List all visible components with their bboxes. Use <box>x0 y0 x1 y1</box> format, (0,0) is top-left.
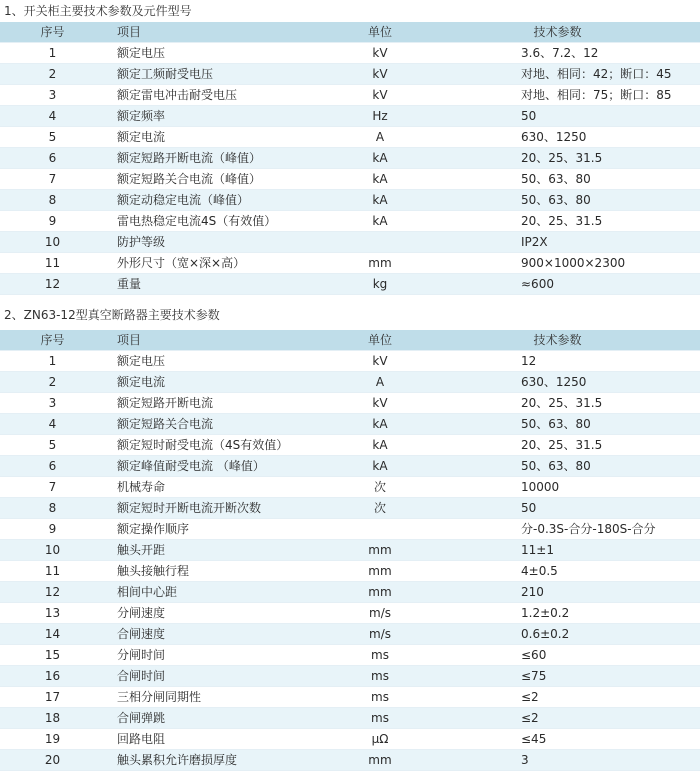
row-tech-params: 0.6±0.2 <box>415 624 700 645</box>
row-tech-params: 分-0.3S-合分-180S-合分 <box>415 519 700 540</box>
row-unit: μΩ <box>345 729 415 750</box>
row-item: 触头开距 <box>105 540 345 561</box>
row-serial: 2 <box>0 64 105 85</box>
row-item: 额定电压 <box>105 351 345 372</box>
table-row <box>0 148 700 169</box>
row-serial: 1 <box>0 351 105 372</box>
row-tech-params: ≤45 <box>415 729 700 750</box>
row-serial: 12 <box>0 274 105 295</box>
row-tech-params: 630、1250 <box>415 127 700 148</box>
row-unit: kA <box>345 211 415 232</box>
row-unit: mm <box>345 582 415 603</box>
row-serial: 17 <box>0 687 105 708</box>
header-tech-params: 技术参数 <box>415 22 700 43</box>
row-serial: 9 <box>0 211 105 232</box>
row-tech-params: 11±1 <box>415 540 700 561</box>
row-serial: 18 <box>0 708 105 729</box>
row-tech-params: 1.2±0.2 <box>415 603 700 624</box>
table-row <box>0 190 700 211</box>
header-serial: 序号 <box>0 22 105 43</box>
row-unit: mm <box>345 540 415 561</box>
row-tech-params: ≤2 <box>415 708 700 729</box>
table-row <box>0 603 700 624</box>
row-tech-params: 630、1250 <box>415 372 700 393</box>
row-serial: 2 <box>0 372 105 393</box>
row-unit: kg <box>345 274 415 295</box>
row-tech-params: 20、25、31.5 <box>415 211 700 232</box>
row-serial: 10 <box>0 540 105 561</box>
row-serial: 6 <box>0 456 105 477</box>
table-row <box>0 540 700 561</box>
row-unit: mm <box>345 253 415 274</box>
row-item: 额定峰值耐受电流 （峰值） <box>105 456 345 477</box>
table-row <box>0 414 700 435</box>
row-tech-params: 4±0.5 <box>415 561 700 582</box>
row-item: 回路电阻 <box>105 729 345 750</box>
row-unit: mm <box>345 561 415 582</box>
row-serial: 3 <box>0 393 105 414</box>
row-serial: 9 <box>0 519 105 540</box>
row-item: 额定电压 <box>105 43 345 64</box>
row-unit: 次 <box>345 477 415 498</box>
row-unit: kA <box>345 414 415 435</box>
row-unit: kA <box>345 169 415 190</box>
row-item: 触头累积允许磨损厚度 <box>105 750 345 771</box>
row-serial: 11 <box>0 561 105 582</box>
row-unit: ms <box>345 708 415 729</box>
table-row <box>0 645 700 666</box>
table-row <box>0 64 700 85</box>
row-item: 外形尺寸（宽×深×高） <box>105 253 345 274</box>
row-serial: 8 <box>0 190 105 211</box>
table-row <box>0 519 700 540</box>
row-item: 相间中心距 <box>105 582 345 603</box>
row-tech-params: 10000 <box>415 477 700 498</box>
row-tech-params: ≤75 <box>415 666 700 687</box>
row-item: 防护等级 <box>105 232 345 253</box>
table-row <box>0 106 700 127</box>
row-item: 额定雷电冲击耐受电压 <box>105 85 345 106</box>
table-row <box>0 582 700 603</box>
row-serial: 3 <box>0 85 105 106</box>
row-tech-params: ≈600 <box>415 274 700 295</box>
row-item: 分闸速度 <box>105 603 345 624</box>
row-unit: kA <box>345 435 415 456</box>
table-row <box>0 211 700 232</box>
row-unit: m/s <box>345 624 415 645</box>
table-row <box>0 750 700 771</box>
row-unit: kA <box>345 190 415 211</box>
row-unit: ms <box>345 645 415 666</box>
table-row <box>0 456 700 477</box>
row-serial: 4 <box>0 414 105 435</box>
row-item: 合闸弹跳 <box>105 708 345 729</box>
row-unit: Hz <box>345 106 415 127</box>
row-serial: 4 <box>0 106 105 127</box>
row-tech-params: 900×1000×2300 <box>415 253 700 274</box>
breaker-spec-table <box>0 330 700 771</box>
table-row <box>0 498 700 519</box>
row-tech-params: 50、63、80 <box>415 190 700 211</box>
row-tech-params: 50、63、80 <box>415 456 700 477</box>
table-row <box>0 85 700 106</box>
row-tech-params: 12 <box>415 351 700 372</box>
row-tech-params: 对地、相同：42；断口：45 <box>415 64 700 85</box>
row-unit: kA <box>345 456 415 477</box>
table-row <box>0 729 700 750</box>
row-tech-params: ≤60 <box>415 645 700 666</box>
row-unit: mm <box>345 750 415 771</box>
row-item: 触头接触行程 <box>105 561 345 582</box>
row-item: 合闸时间 <box>105 666 345 687</box>
row-unit: kV <box>345 351 415 372</box>
table-row <box>0 43 700 64</box>
row-unit: kV <box>345 393 415 414</box>
row-tech-params: 20、25、31.5 <box>415 435 700 456</box>
table-row <box>0 561 700 582</box>
row-serial: 5 <box>0 127 105 148</box>
row-unit: m/s <box>345 603 415 624</box>
row-serial: 8 <box>0 498 105 519</box>
row-item: 合闸速度 <box>105 624 345 645</box>
row-item: 额定短时耐受电流（4S有效值） <box>105 435 345 456</box>
row-tech-params: 50 <box>415 498 700 519</box>
table-row <box>0 351 700 372</box>
row-serial: 7 <box>0 169 105 190</box>
row-item: 额定电流 <box>105 372 345 393</box>
row-tech-params: 20、25、31.5 <box>415 393 700 414</box>
row-tech-params: 3.6、7.2、12 <box>415 43 700 64</box>
row-tech-params: IP2X <box>415 232 700 253</box>
row-item: 额定短时开断电流开断次数 <box>105 498 345 519</box>
row-unit: A <box>345 127 415 148</box>
row-item: 额定频率 <box>105 106 345 127</box>
table-row <box>0 708 700 729</box>
row-tech-params: 20、25、31.5 <box>415 148 700 169</box>
row-item: 机械寿命 <box>105 477 345 498</box>
table-row <box>0 435 700 456</box>
row-unit: kV <box>345 85 415 106</box>
row-serial: 13 <box>0 603 105 624</box>
row-tech-params: 50、63、80 <box>415 169 700 190</box>
section-1-title: 1、开关柜主要技术参数及元件型号 <box>4 4 192 18</box>
row-item: 额定动稳定电流（峰值） <box>105 190 345 211</box>
table-row <box>0 232 700 253</box>
row-item: 额定短路关合电流 <box>105 414 345 435</box>
table-row <box>0 393 700 414</box>
row-tech-params: 对地、相同：75；断口：85 <box>415 85 700 106</box>
switchgear-spec-table <box>0 22 700 295</box>
row-tech-params: 50 <box>415 106 700 127</box>
row-serial: 16 <box>0 666 105 687</box>
row-item: 额定短路关合电流（峰值） <box>105 169 345 190</box>
row-unit <box>345 232 415 253</box>
table-row <box>0 372 700 393</box>
row-item: 雷电热稳定电流4S（有效值） <box>105 211 345 232</box>
row-unit: kV <box>345 64 415 85</box>
row-tech-params: 50、63、80 <box>415 414 700 435</box>
table-row <box>0 666 700 687</box>
row-item: 分闸时间 <box>105 645 345 666</box>
row-serial: 20 <box>0 750 105 771</box>
row-serial: 14 <box>0 624 105 645</box>
table-header-row <box>0 22 700 43</box>
row-serial: 12 <box>0 582 105 603</box>
row-serial: 5 <box>0 435 105 456</box>
row-item: 额定短路开断电流 <box>105 393 345 414</box>
header-item: 项目 <box>105 22 345 43</box>
row-item: 重量 <box>105 274 345 295</box>
row-serial: 10 <box>0 232 105 253</box>
table-row <box>0 169 700 190</box>
row-serial: 19 <box>0 729 105 750</box>
row-serial: 7 <box>0 477 105 498</box>
header-tech-params: 技术参数 <box>415 330 700 351</box>
table-row <box>0 127 700 148</box>
row-serial: 6 <box>0 148 105 169</box>
row-unit <box>345 519 415 540</box>
row-serial: 15 <box>0 645 105 666</box>
section-2-title: 2、ZN63-12型真空断路器主要技术参数 <box>4 308 220 322</box>
row-tech-params: 3 <box>415 750 700 771</box>
row-unit: A <box>345 372 415 393</box>
table-header-row <box>0 330 700 351</box>
row-item: 额定操作顺序 <box>105 519 345 540</box>
header-item: 项目 <box>105 330 345 351</box>
table-row <box>0 274 700 295</box>
table-row <box>0 687 700 708</box>
header-unit: 单位 <box>345 22 415 43</box>
row-item: 额定短路开断电流（峰值） <box>105 148 345 169</box>
row-unit: 次 <box>345 498 415 519</box>
row-tech-params: 210 <box>415 582 700 603</box>
row-unit: kV <box>345 43 415 64</box>
row-serial: 1 <box>0 43 105 64</box>
row-item: 额定电流 <box>105 127 345 148</box>
header-unit: 单位 <box>345 330 415 351</box>
table-row <box>0 624 700 645</box>
header-serial: 序号 <box>0 330 105 351</box>
table-row <box>0 253 700 274</box>
row-item: 额定工频耐受电压 <box>105 64 345 85</box>
row-unit: ms <box>345 666 415 687</box>
row-serial: 11 <box>0 253 105 274</box>
row-unit: ms <box>345 687 415 708</box>
table-row <box>0 477 700 498</box>
row-tech-params: ≤2 <box>415 687 700 708</box>
row-item: 三相分闸同期性 <box>105 687 345 708</box>
row-unit: kA <box>345 148 415 169</box>
